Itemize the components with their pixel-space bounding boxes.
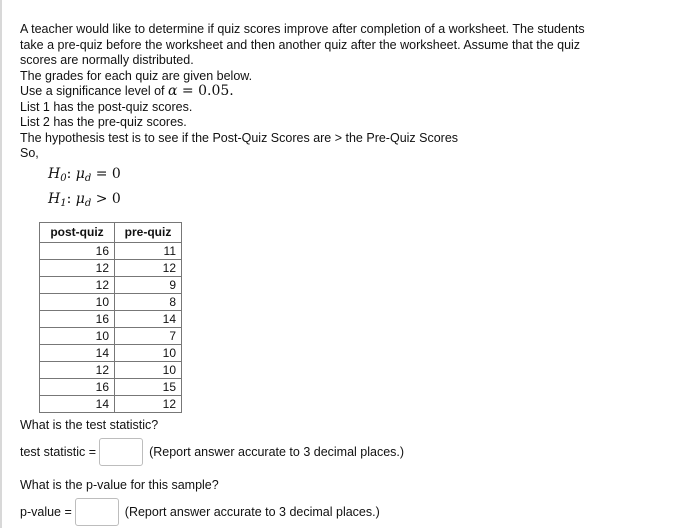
significance-prefix: Use a significance level of — [20, 84, 168, 98]
intro-line-4: The grades for each quiz are given below. — [20, 68, 253, 83]
h0-mu-subscript: d — [84, 172, 92, 184]
p-value-question — [20, 478, 380, 526]
p-value-input[interactable] — [75, 498, 119, 526]
intro-line-1: A teacher would like to determine if quiz scores improve after completion of a worksheet. The students — [20, 22, 585, 36]
list2-line: List 2 has the pre-quiz scores. — [20, 115, 187, 129]
header-post-quiz: post-quiz — [40, 222, 115, 242]
table-row — [40, 310, 182, 327]
h1-mu-subscript: d — [84, 197, 92, 209]
test-statistic-input[interactable] — [99, 438, 143, 466]
list1-line: List 1 has the post-quiz scores. — [20, 99, 193, 114]
p-value-answer-row — [20, 498, 380, 526]
test-statistic-label: test statistic = — [20, 444, 97, 459]
table-row — [40, 395, 182, 412]
h1-colon: : — [66, 190, 76, 207]
h1-subscript: 1 — [60, 197, 67, 209]
table-row — [40, 293, 182, 310]
h1-relation: > 0 — [91, 190, 121, 207]
table-row — [40, 276, 182, 293]
post-quiz-cell: 16 — [40, 378, 115, 395]
h0-symbol: H — [48, 165, 61, 182]
p-value-prompt: What is the p-value for this sample? — [20, 478, 219, 492]
alpha-symbol: α — [168, 83, 178, 99]
alternative-hypothesis — [48, 189, 680, 214]
post-quiz-cell: 12 — [40, 259, 115, 276]
significance-line — [20, 84, 680, 100]
intro-line-2: take a pre-quiz before the worksheet and then another quiz after the worksheet. Assume that the quiz — [20, 37, 581, 52]
test-statistic-question — [20, 418, 404, 466]
null-hypothesis — [48, 164, 680, 189]
so-line: So, — [20, 146, 39, 160]
post-quiz-cell: 14 — [40, 395, 115, 412]
p-value-note: (Report answer accurate to 3 decimal places.) — [124, 504, 380, 519]
table-header-row — [40, 222, 182, 242]
table-row — [40, 361, 182, 378]
hypotheses — [48, 164, 680, 214]
left-border — [0, 0, 2, 528]
h1-mu: μ — [75, 190, 85, 207]
post-quiz-cell: 14 — [40, 344, 115, 361]
pre-quiz-cell: 8 — [115, 293, 182, 310]
test-statistic-prompt: What is the test statistic? — [20, 418, 159, 432]
table-row — [40, 344, 182, 361]
post-quiz-cell: 10 — [40, 327, 115, 344]
pre-quiz-cell: 12 — [115, 259, 182, 276]
intro-line-3: scores are normally distributed. — [20, 53, 194, 67]
post-quiz-cell: 12 — [40, 361, 115, 378]
post-quiz-cell: 16 — [40, 310, 115, 327]
test-statistic-answer-row — [20, 438, 404, 466]
h0-subscript: 0 — [60, 172, 67, 184]
problem-text — [20, 22, 680, 413]
pre-quiz-cell: 10 — [115, 361, 182, 378]
test-statistic-note: (Report answer accurate to 3 decimal places.) — [149, 444, 405, 459]
pre-quiz-cell: 12 — [115, 395, 182, 412]
pre-quiz-cell: 14 — [115, 310, 182, 327]
header-pre-quiz: pre-quiz — [115, 222, 182, 242]
h0-colon: : — [66, 165, 76, 182]
table-row — [40, 378, 182, 395]
h0-relation: = 0 — [91, 165, 121, 182]
pre-quiz-cell: 15 — [115, 378, 182, 395]
pre-quiz-cell: 9 — [115, 276, 182, 293]
table-row — [40, 259, 182, 276]
h0-mu: μ — [75, 165, 85, 182]
hypothesis-statement: The hypothesis test is to see if the Post-Quiz Scores are > the Pre-Quiz Scores — [20, 130, 459, 145]
table-row — [40, 327, 182, 344]
p-value-label: p-value = — [20, 504, 72, 519]
scores-table — [39, 222, 182, 413]
post-quiz-cell: 16 — [40, 242, 115, 259]
alpha-value: = 0.05. — [177, 83, 234, 99]
pre-quiz-cell: 7 — [115, 327, 182, 344]
pre-quiz-cell: 10 — [115, 344, 182, 361]
post-quiz-cell: 12 — [40, 276, 115, 293]
pre-quiz-cell: 11 — [115, 242, 182, 259]
table-row — [40, 242, 182, 259]
post-quiz-cell: 10 — [40, 293, 115, 310]
h1-symbol: H — [48, 190, 61, 207]
